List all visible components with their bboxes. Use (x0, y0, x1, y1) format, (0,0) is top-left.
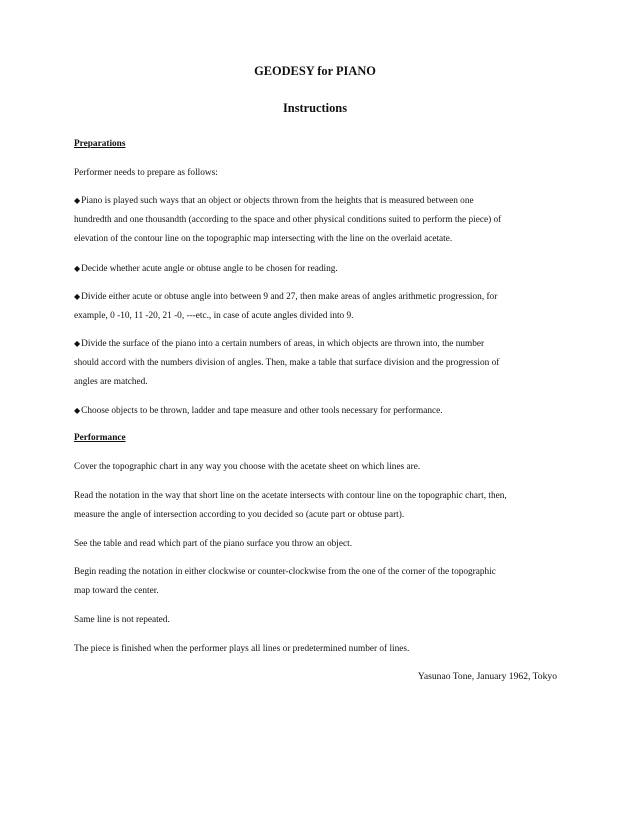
diamond-bullet-icon: ◆ (74, 406, 81, 415)
document-title: GEODESY for PIANO (254, 64, 376, 78)
document-subtitle: Instructions (282, 101, 348, 115)
performance-paragraph: Begin reading the notation in either clockwise or counter-clockwise from the one of the corner of the topographic (74, 567, 496, 577)
section-heading-performance: Performance (74, 433, 126, 443)
preparation-item: ◆Divide either acute or obtuse angle into between 9 and 27, then make areas of angles arithmetic progression, for (74, 292, 498, 302)
preparation-item-line: example, 0 -10, 11 -20, 21 -0, ---etc., in case of acute angles divided into 9. (74, 311, 354, 321)
diamond-bullet-icon: ◆ (74, 196, 81, 205)
performance-paragraph-line: measure the angle of intersection according to you decided so (acute part or obtuse part). (74, 510, 405, 520)
performance-paragraph-line: map toward the center. (74, 586, 159, 596)
performance-paragraph: Cover the topographic chart in any way you choose with the acetate sheet on which lines are. (74, 462, 421, 472)
performance-paragraph: See the table and read which part of the piano surface you throw an object. (74, 539, 353, 549)
preparation-item: ◆Decide whether acute angle or obtuse angle to be chosen for reading. (74, 264, 338, 274)
diamond-bullet-icon: ◆ (74, 264, 81, 273)
preparation-item-line: angles are matched. (74, 377, 148, 387)
preparation-item-line: elevation of the contour line on the topographic map intersecting with the line on the overlaid acetate. (74, 234, 453, 244)
performance-paragraph: Read the notation in the way that short line on the acetate intersects with contour line on the topographic chart, then, (74, 491, 507, 501)
performance-paragraph: The piece is finished when the performer plays all lines or predetermined number of lines. (74, 644, 410, 654)
preparation-item-line: hundredth and one thousandth (according to the space and other physical conditions suited to perform the piece) of (74, 215, 502, 225)
signature: Yasunao Tone, January 1962, Tokyo (417, 671, 557, 682)
preparations-intro: Performer needs to prepare as follows: (74, 168, 218, 178)
preparation-item: ◆Divide the surface of the piano into a certain numbers of areas, in which objects are thrown into, the number (74, 339, 485, 349)
performance-paragraph: Same line is not repeated. (74, 615, 170, 625)
preparation-item: ◆Piano is played such ways that an object or objects thrown from the heights that is measured between one (74, 196, 474, 206)
preparation-item-line: should accord with the numbers division of angles. Then, make a table that surface division and the progression of (74, 358, 500, 368)
preparation-item: ◆Choose objects to be thrown, ladder and tape measure and other tools necessary for performance. (74, 406, 443, 416)
diamond-bullet-icon: ◆ (74, 292, 81, 301)
diamond-bullet-icon: ◆ (74, 339, 81, 348)
section-heading-preparations: Preparations (74, 139, 126, 149)
